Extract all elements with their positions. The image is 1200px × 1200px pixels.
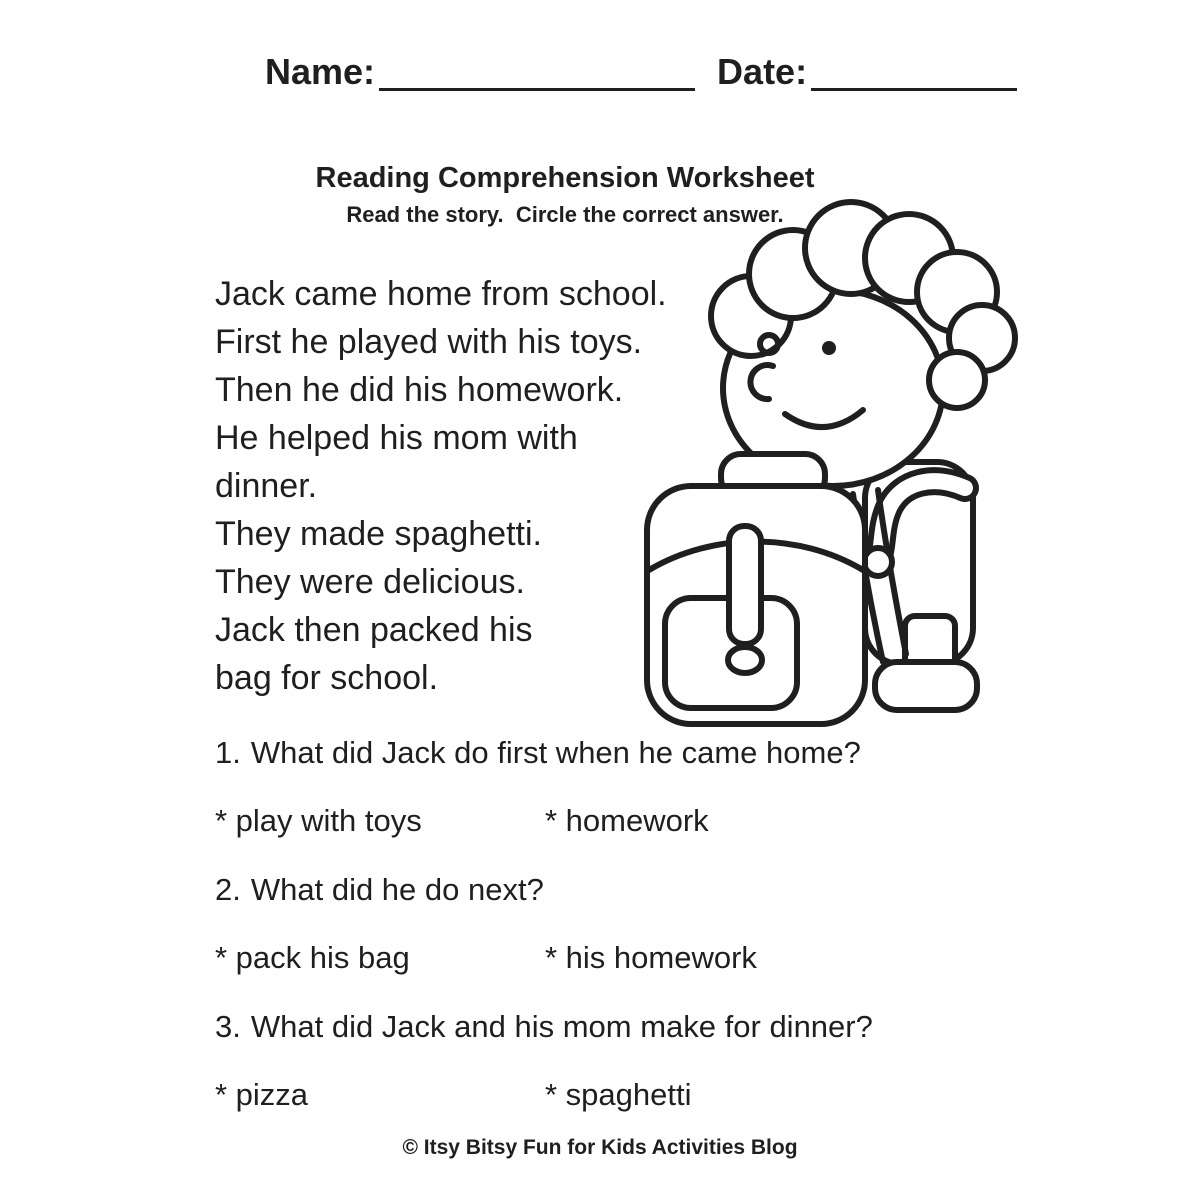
question-3 [215, 1007, 1055, 1047]
question-text: What did Jack and his mom make for dinner? [250, 1009, 873, 1044]
worksheet-title: Reading Comprehension Worksheet [315, 162, 815, 194]
name-label: Name: [265, 51, 376, 92]
story-line: They were delicious. [215, 563, 525, 601]
story-line: He helped his mom with [215, 419, 578, 457]
name-date-row [265, 50, 1035, 94]
story-line: Jack came home from school. [215, 275, 667, 313]
question-1 [215, 733, 1055, 773]
date-blank-line [811, 51, 1017, 91]
name-blank-line [379, 51, 695, 91]
boy-with-backpack-line-art [635, 196, 1025, 741]
question-2 [215, 870, 1055, 910]
question-2-options [215, 938, 1055, 978]
copyright-footer: © Itsy Bitsy Fun for Kids Activities Blog [402, 1136, 798, 1159]
story-line: Then he did his homework. [215, 371, 624, 409]
question-text: What did Jack do first when he came home? [250, 735, 861, 770]
story-line: bag for school. [215, 659, 439, 697]
answer-option: * homework [545, 803, 709, 838]
story-line: dinner. [215, 467, 318, 505]
story-line: They made spaghetti. [215, 515, 542, 553]
question-number: 3. [215, 1009, 241, 1044]
worksheet-instructions: Read the story. Circle the correct answer. [346, 202, 784, 227]
date-label: Date: [717, 51, 808, 92]
story-line: First he played with his toys. [215, 323, 643, 361]
question-number: 2. [215, 872, 241, 907]
answer-option: * pizza [215, 1077, 309, 1112]
boy-head [711, 202, 1015, 486]
backpack [647, 454, 865, 724]
boy-body [853, 462, 977, 710]
answer-option: * pack his bag [215, 940, 410, 975]
question-number: 1. [215, 735, 241, 770]
answer-option: * play with toys [215, 803, 422, 838]
boy-with-backpack-illustration [635, 196, 1025, 741]
question-text: What did he do next? [250, 872, 544, 907]
story-line: Jack then packed his [215, 611, 533, 649]
questions-section [215, 733, 1055, 1144]
question-1-options [215, 801, 1055, 841]
answer-option: * his homework [545, 940, 757, 975]
answer-option: * spaghetti [545, 1077, 692, 1112]
question-3-options [215, 1075, 1055, 1115]
